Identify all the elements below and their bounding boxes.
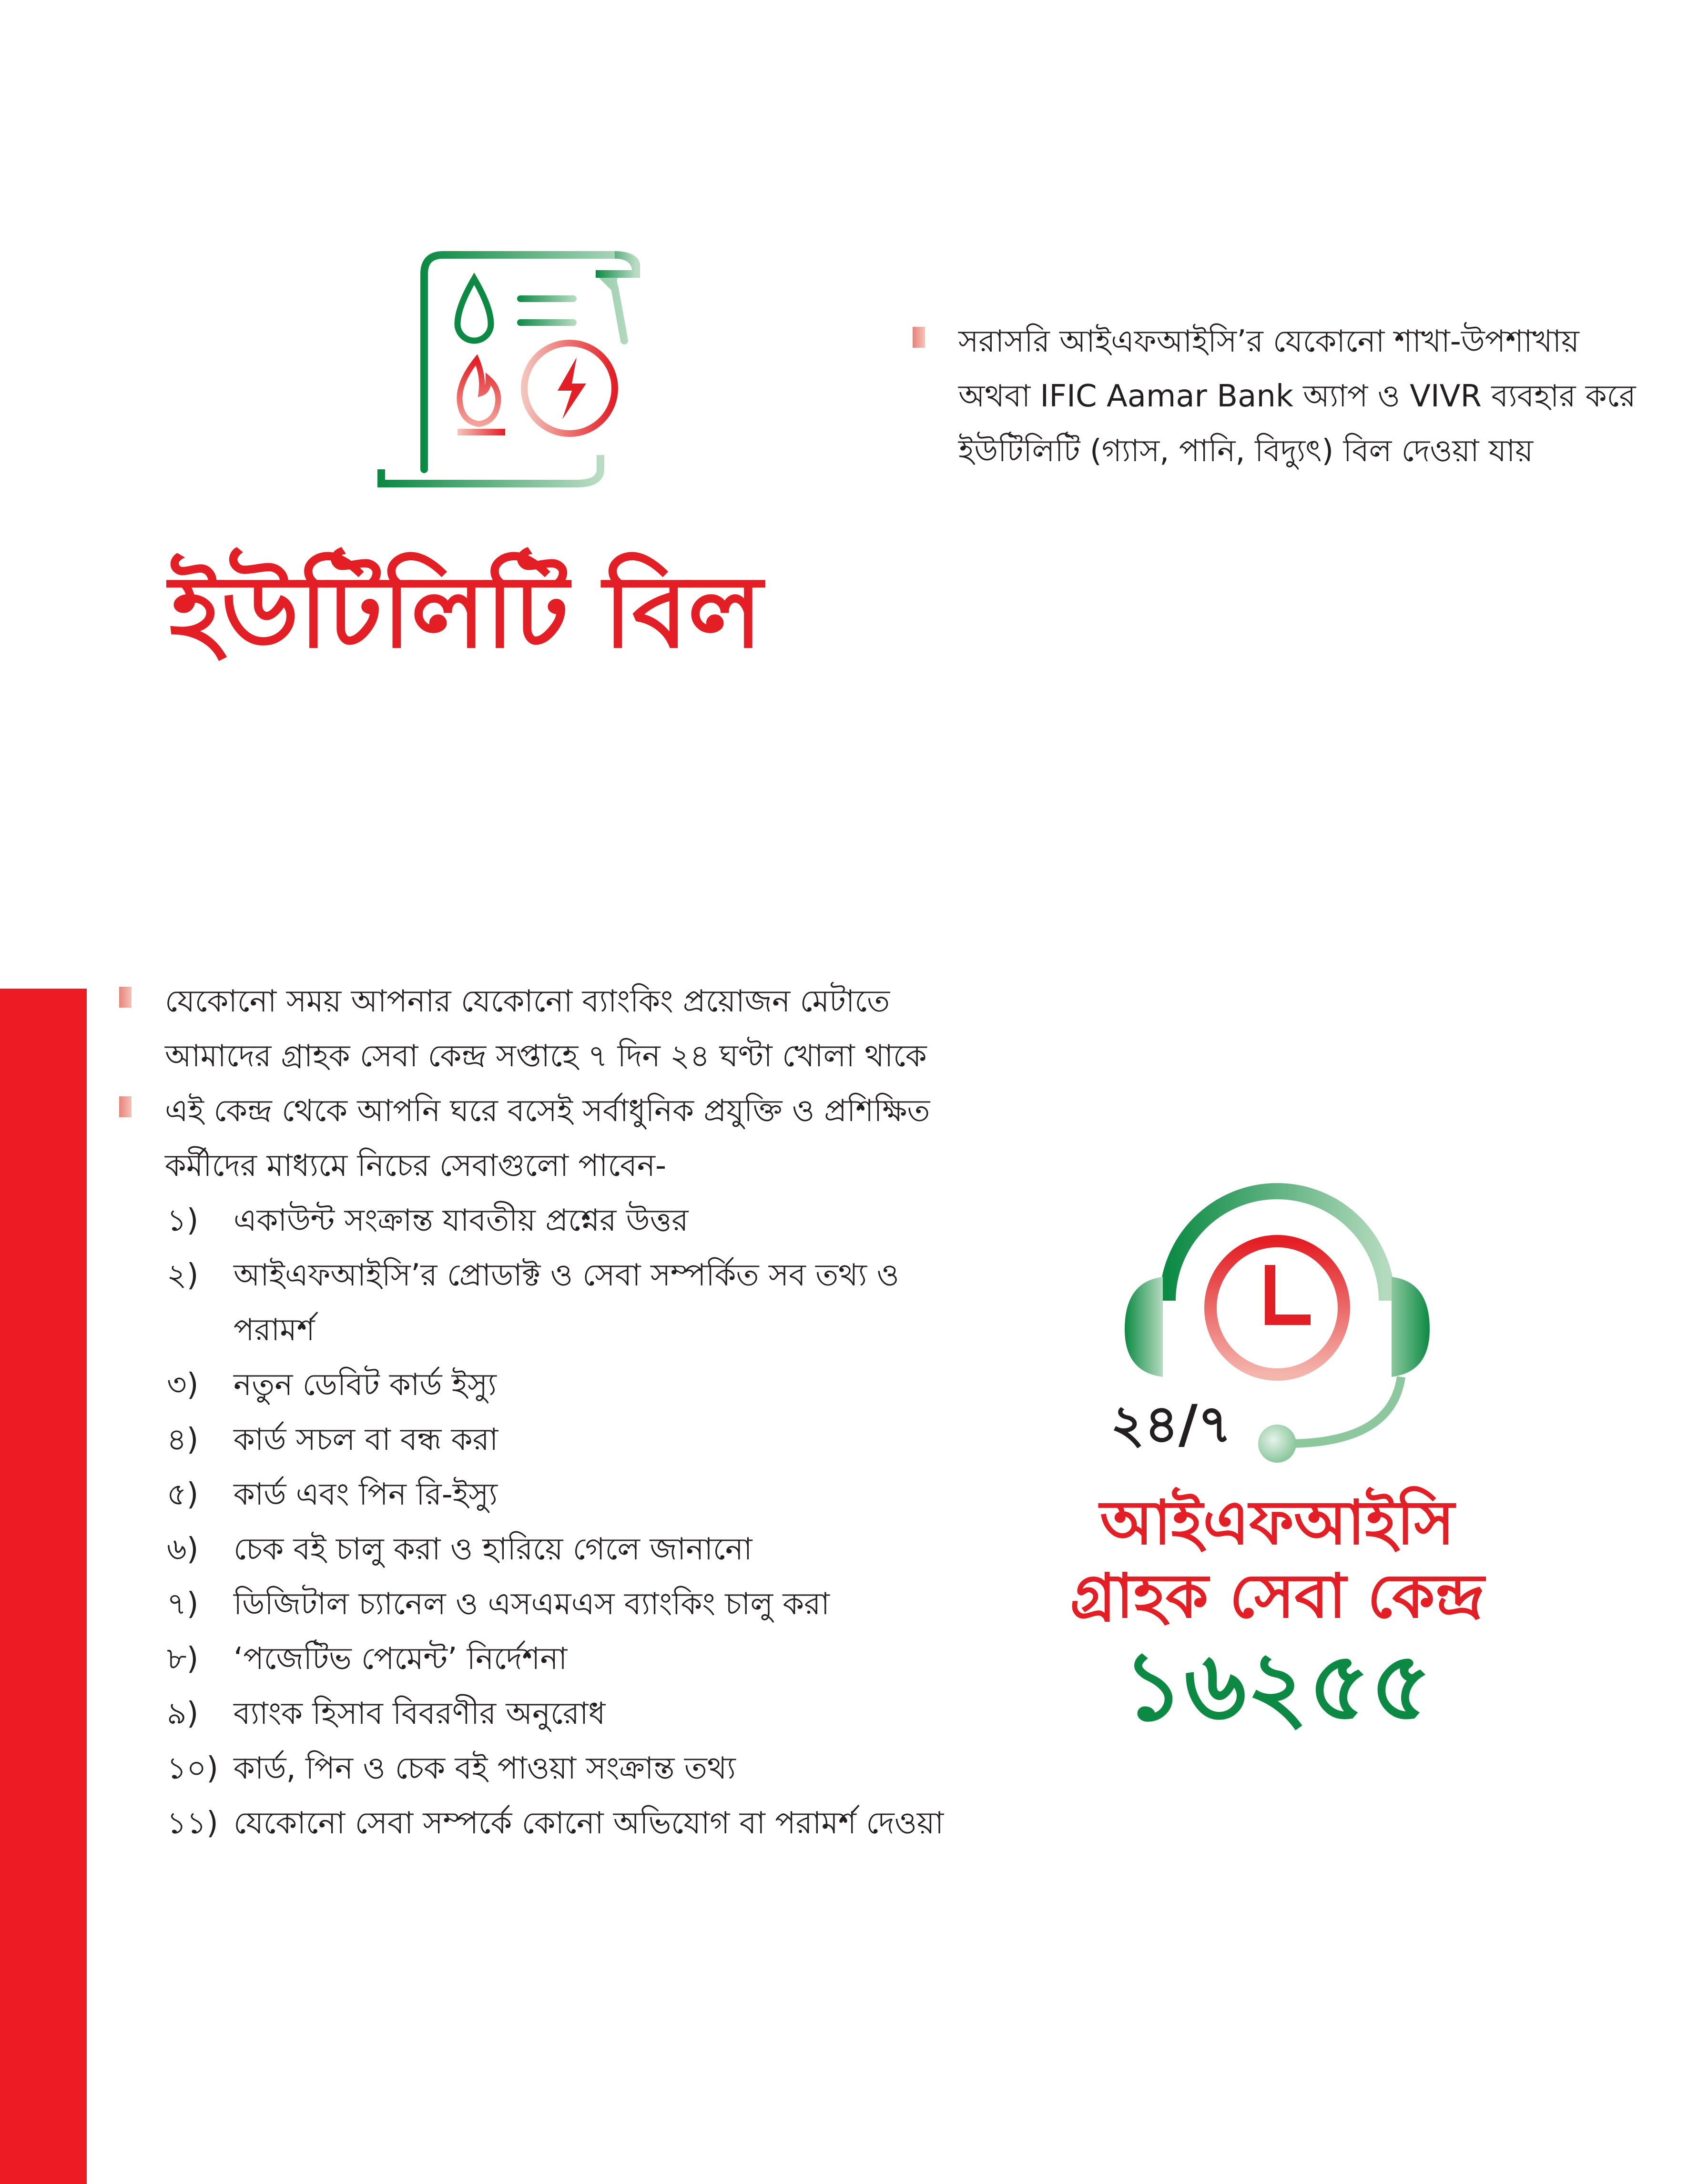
list-item-number: ৩)	[167, 1367, 199, 1403]
bullet-marker	[119, 987, 132, 1008]
utility-bill-icon	[376, 245, 681, 512]
list-item	[167, 1248, 963, 1358]
list-item-text: চেক বই চালু করা ও হারিয়ে গেলে জানানো	[234, 1532, 752, 1567]
hotline-number[interactable]: ১৬২৫৫	[1122, 1631, 1432, 1742]
list-item-number: ৬)	[167, 1532, 199, 1567]
list-item-text: কার্ড এবং পিন রি-ইস্যু	[234, 1477, 498, 1512]
list-item-number: ৪)	[167, 1422, 199, 1457]
list-item-number: ১০)	[167, 1751, 219, 1786]
list-item-number: ৮)	[167, 1641, 199, 1677]
utility-description	[913, 314, 1656, 479]
list-item-number: ১)	[167, 1203, 199, 1238]
list-item-number: ৫)	[167, 1477, 199, 1512]
hours-label: ২৪/৭	[1110, 1394, 1232, 1455]
list-item-text: কার্ড সচল বা বন্ধ করা	[234, 1422, 498, 1457]
list-item-text: ডিজিটাল চ্যানেল ও এসএমএস ব্যাংকিং চালু করা	[234, 1587, 830, 1622]
bullet-marker	[119, 1096, 132, 1117]
list-item	[167, 1522, 963, 1577]
list-item-text: একাউন্ট সংক্রান্ত যাবতীয় প্রশ্নের উত্তর	[234, 1203, 689, 1238]
hotline-center-name: গ্রাহক সেবা কেন্দ্র	[1070, 1560, 1485, 1632]
contact-bullet-1	[119, 974, 963, 1084]
list-item	[167, 1796, 963, 1851]
list-item	[167, 1577, 963, 1632]
list-item-number: ৯)	[167, 1696, 199, 1731]
list-item-text: যেকোনো সেবা সম্পর্কে কোনো অভিযোগ বা পরামর্শ দেওয়া	[234, 1806, 944, 1841]
list-item-text: কার্ড, পিন ও চেক বই পাওয়া সংক্রান্ত তথ্য	[234, 1751, 736, 1786]
utility-description-text: সরাসরি আইএফআইসি’র যেকোনো শাখা-উপশাখায় অথবা IFIC Aamar Bank অ্যাপ ও VIVR ব্যবহার করে ইউটিলিটি (গ্যাস, পানি, বিদ্যুৎ) বিল দেওয়া যায়	[958, 324, 1636, 469]
list-item-number: ১১)	[167, 1806, 219, 1841]
list-item-text: নতুন ডেবিট কার্ড ইস্যু	[234, 1367, 497, 1403]
list-item-text: ব্যাংক হিসাব বিবরণীর অনুরোধ	[234, 1696, 606, 1731]
list-item	[167, 1632, 963, 1687]
hotline-title	[967, 1486, 1587, 1633]
service-list	[167, 1193, 963, 1851]
list-item	[167, 1687, 963, 1741]
list-item	[167, 1358, 963, 1413]
bullet-marker	[913, 327, 925, 348]
list-item	[167, 1467, 963, 1522]
list-item-number: ৭)	[167, 1587, 199, 1622]
list-item-text: ‘পজেটিভ পেমেন্ট’ নির্দেশনা	[234, 1641, 568, 1677]
contact-bullet-2	[119, 1084, 963, 1193]
list-item-number: ২)	[167, 1258, 199, 1293]
contact-bullet-1-text: যেকোনো সময় আপনার যেকোনো ব্যাংকিং প্রয়োজন মেটাতে আমাদের গ্রাহক সেবা কেন্দ্র সপ্তাহে ৭ দিন ২৪ ঘণ্টা খোলা থাকে	[165, 984, 927, 1074]
hotline-bank-name: আইএফআইসি	[1100, 1487, 1454, 1558]
contact-center-info	[119, 974, 963, 1851]
contact-bullet-2-text: এই কেন্দ্র থেকে আপনি ঘরে বসেই সর্বাধুনিক প্রযুক্তি ও প্রশিক্ষিত কর্মীদের মাধ্যমে নিচের সেবাগুলো পাবেন-	[165, 1093, 930, 1183]
list-item	[167, 1193, 963, 1248]
utility-title: ইউটিলিটি বিল	[169, 554, 763, 670]
list-item	[167, 1413, 963, 1467]
decorative-side-bar	[0, 989, 87, 2184]
list-item	[167, 1741, 963, 1796]
list-item-text: আইএফআইসি’র প্রোডাক্ট ও সেবা সম্পর্কিত সব তথ্য ও পরামর্শ	[234, 1258, 899, 1348]
